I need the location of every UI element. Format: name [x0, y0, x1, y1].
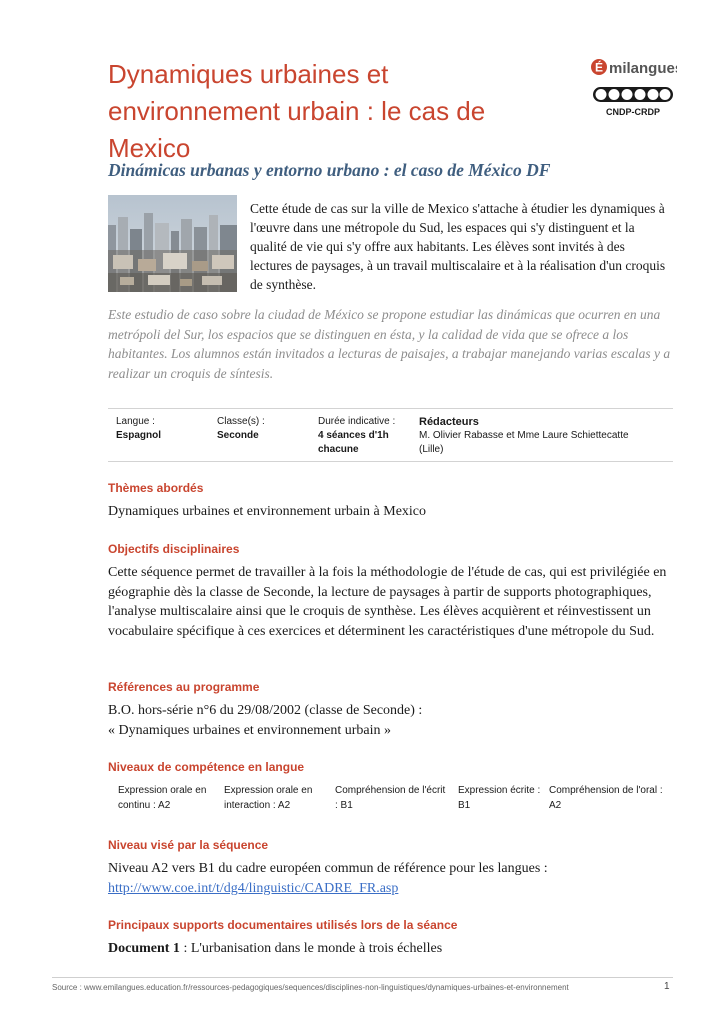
niveau-heading: Niveau visé par la séquence [108, 838, 269, 852]
competence-level: continu : A2 [118, 800, 171, 811]
intro-spanish: Este estudio de caso sobre la ciudad de México se propone estudiar las dinámicas que ocurren en una metrópoli del Sur, los espacios que se distinguen en ésta, y la calidad de vida que se ofrece a los habitantes. Los alumnos están invitados a lecturas de paisajes, a trabajar manejando varias escalas y a realizar un croquis de síntesis. [108, 307, 671, 381]
objectifs-heading: Objectifs disciplinaires [108, 542, 240, 556]
competence-label: Expression orale en [118, 785, 207, 796]
classe-label: Classe(s) : [217, 416, 265, 427]
emilangues-scerén-logo [585, 52, 677, 128]
duree-label: Durée indicative : [318, 416, 396, 427]
supports-heading: Principaux supports documentaires utilisés lors de la séance [108, 918, 458, 932]
classe-value: Seconde [217, 430, 259, 441]
redacteurs-label: Rédacteurs [419, 416, 479, 428]
page-subtitle: Dinámicas urbanas y entorno urbano : el caso de México DF [108, 160, 551, 180]
competence-label: Compréhension de l'oral : [549, 785, 663, 796]
cadre-link-wrapper [108, 879, 673, 899]
competence-cell [458, 783, 540, 813]
competence-level: B1 [458, 800, 471, 811]
svg-text:CNDP-CRDP: CNDP-CRDP [606, 107, 660, 117]
cadre-reference-link[interactable]: http://www.coe.int/t/dg4/linguistic/CADRE_FR.asp [108, 881, 399, 896]
duree-value-line1: 4 séances d'1h [318, 430, 389, 441]
mexico-city-photo [108, 195, 237, 292]
langue-value: Espagnol [116, 430, 162, 441]
competence-cell [224, 783, 312, 813]
duree-value-line2: chacune [318, 444, 359, 455]
themes-text: Dynamiques urbaines et environnement urbain à Mexico [108, 504, 427, 519]
svg-text:É: É [594, 60, 604, 75]
langue-cell [116, 415, 161, 443]
sequence-info-table [108, 408, 673, 462]
footer-source: Source : www.emilangues.education.fr/ressources-pedagogiques/sequences/disciplines-non-linguistiques/dynamiques-urbaines-et-environnement [52, 983, 569, 992]
competence-cell [335, 783, 445, 813]
document-1-line [108, 939, 673, 959]
competence-level: : B1 [335, 800, 353, 811]
duree-cell [318, 415, 395, 457]
objectifs-text: Cette séquence permet de travailler à la fois la méthodologie de l'étude de cas, qui est privilégiée en géographie dès la classe de Seconde, la lecture de paysages à partir de supports photographiques, l'analyse multiscalaire ainsi que le croquis de synthèse. Les élèves acquièrent et réinvestissent un vocabulaire spécifique à ces exercices et déterminent les caractéristiques d'une métropole du Sud. [108, 565, 667, 639]
classe-cell [217, 415, 265, 443]
page-title: Dynamiques urbaines et environnement urbain : le cas de Mexico [108, 59, 486, 163]
footer-divider [52, 977, 673, 978]
redacteurs-cell [419, 415, 629, 457]
intro-french: Cette étude de cas sur la ville de Mexico s'attache à étudier les dynamiques à l'œuvre dans une métropole du Sud, les espaces qui s'y distinguent et la qualité de vie qui s'y offre aux habitants. Les élèves sont invités à des lectures de paysages, à un travail multiscalaire et à la réalisation d'un croquis de synthèse. [250, 201, 666, 292]
competence-level: A2 [549, 800, 562, 811]
references-line2: « Dynamiques urbaines et environnement urbain » [108, 723, 392, 738]
competence-label: Expression écrite : [458, 785, 541, 796]
references-heading: Références au programme [108, 680, 260, 694]
page-number: 1 [664, 981, 670, 992]
references-line1: B.O. hors-série n°6 du 29/08/2002 (classe de Seconde) : [108, 703, 423, 718]
competence-label: Expression orale en [224, 785, 313, 796]
competence-level: interaction : A2 [224, 800, 291, 811]
redacteurs-value-line2: (Lille) [419, 444, 444, 455]
competences-heading: Niveaux de compétence en langue [108, 760, 305, 774]
document-1-label: Document 1 [108, 941, 180, 956]
competence-label: Compréhension de l'écrit [335, 785, 446, 796]
competence-cell [118, 783, 206, 813]
svg-text:milangues: milangues [609, 60, 677, 77]
competence-cell [549, 783, 663, 813]
document-1-text: : L'urbanisation dans le monde à trois échelles [179, 941, 443, 956]
themes-heading: Thèmes abordés [108, 481, 204, 495]
redacteurs-value-line1: M. Olivier Rabasse et Mme Laure Schiettecatte [419, 430, 629, 441]
langue-label: Langue : [116, 416, 155, 427]
competences-table [108, 783, 673, 823]
niveau-text: Niveau A2 vers B1 du cadre européen commun de référence pour les langues : [108, 861, 548, 876]
